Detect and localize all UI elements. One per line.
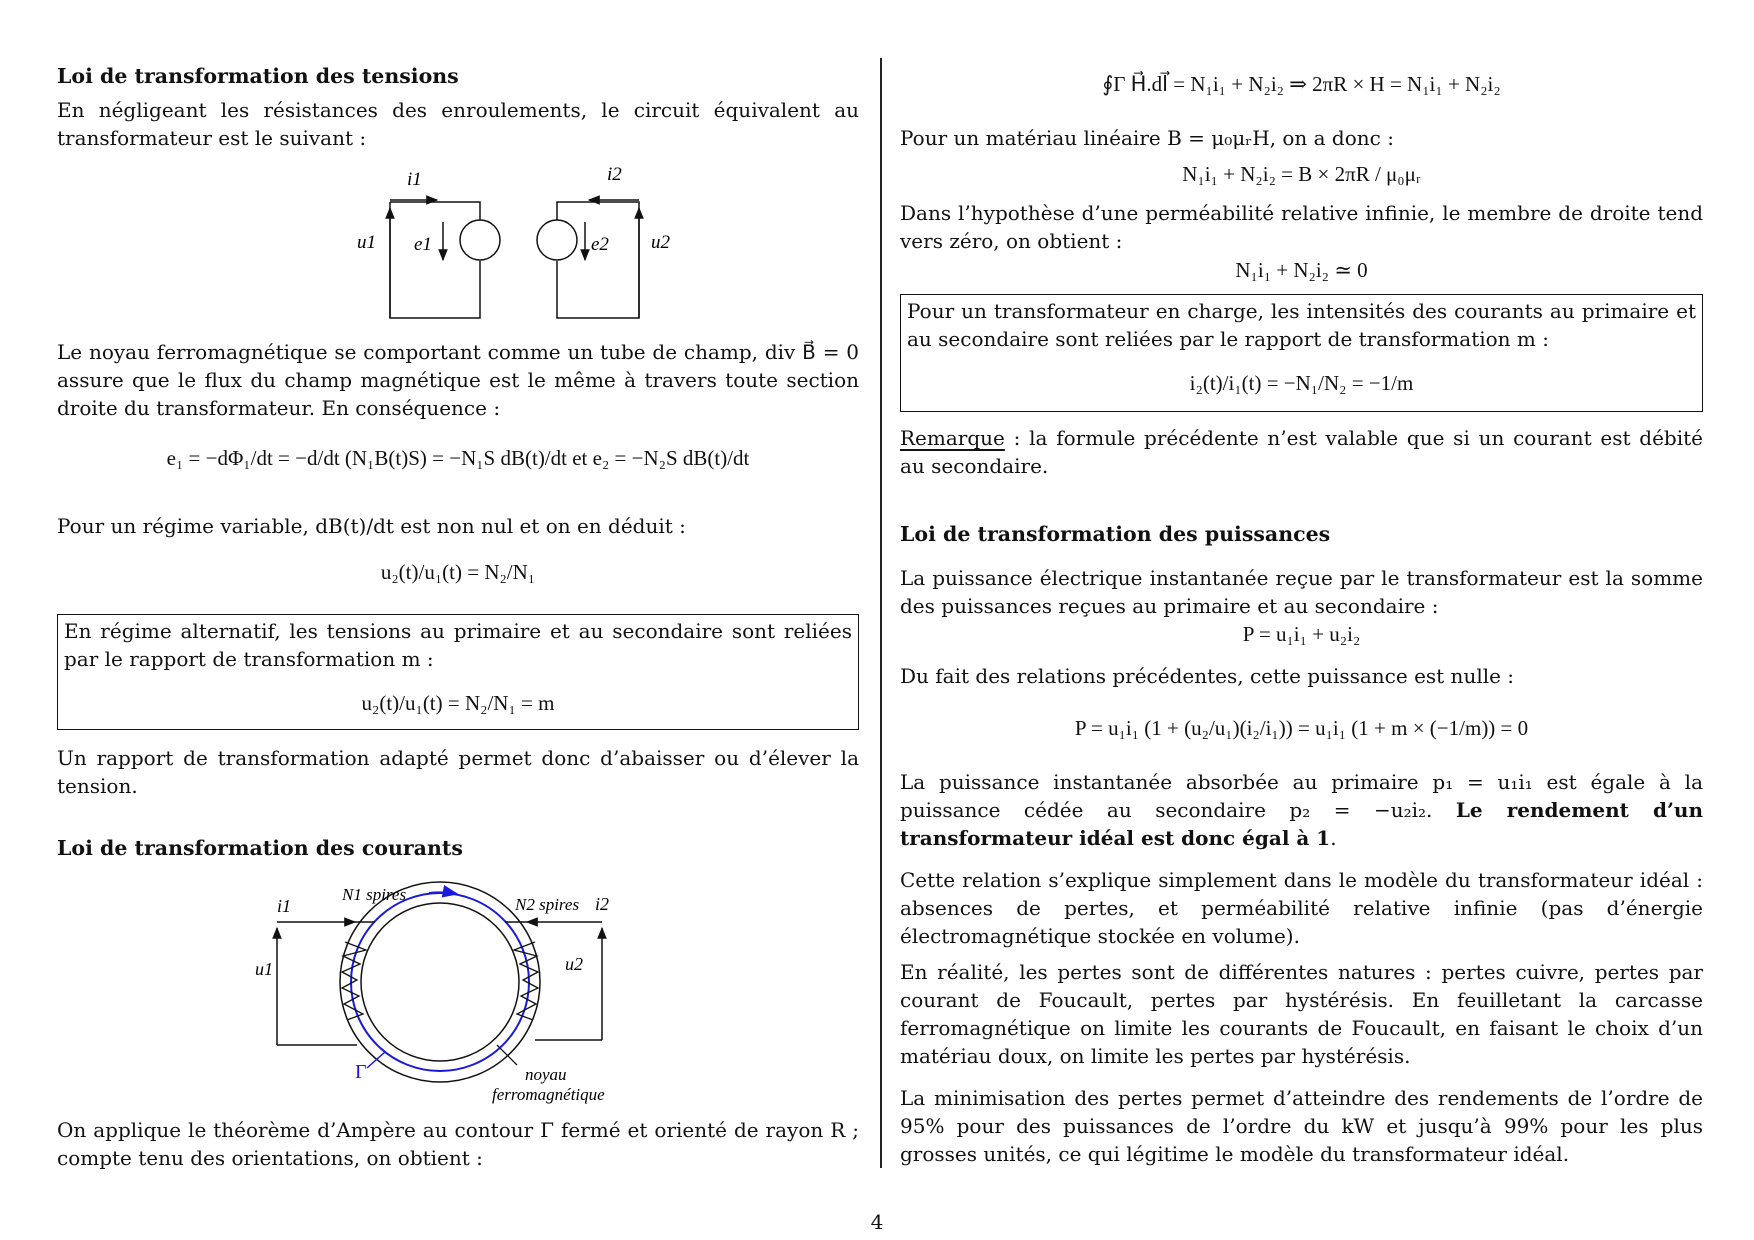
boxed-result-tensions <box>57 614 859 730</box>
equation-e1-e2: e₁ = −dΦ₁/dt = −d/dt (N₁B(t)S) = −N₁S dB(t)/dt et e₂ = −N₂S dB(t)/dt <box>166 446 750 470</box>
remark-text: : la formule précédente n’est valable que si un courant est débité au secondaire. <box>900 426 1703 478</box>
paragraph-modele-ideal: Cette relation s’explique simplement dans le modèle du transformateur idéal : absences de pertes, et perméabilité relative infinie (pas d’énergie électromagnétique stockée en volume). <box>900 868 1703 948</box>
paragraph-permeabilite: Dans l’hypothèse d’une perméabilité relative infinie, le membre de droite tend vers zéro, on obtient : <box>900 201 1703 253</box>
boxed-result-courants <box>900 294 1703 412</box>
paragraph-ampere: On applique le théorème d’Ampère au contour Γ fermé et orienté de rayon R ; compte tenu des orientations, on obtient : <box>57 1118 859 1170</box>
label-e1: e1 <box>414 234 432 255</box>
paragraph-rapport: Un rapport de transformation adapté permet donc d’abaisser ou d’élever la tension. <box>57 746 859 798</box>
paragraph-minimisation: La minimisation des pertes permet d’atteindre des rendements de l’ordre de 95% pour des puissances de l’ordre du kW et jusqu’à 99% pour les plus grosses unités, ce qui légitime le modèle du transformateur idéal. <box>900 1086 1703 1166</box>
paragraph-puissance: La puissance électrique instantanée reçue par le transformateur est la somme des puissances reçues au primaire et au secondaire : <box>900 566 1703 618</box>
paragraph-remarque <box>900 424 1703 480</box>
equation-power-zero: P = u₁i₁ (1 + (u₂/u₁)(i₂/i₁)) = u₁i₁ (1 + m × (−1/m)) = 0 <box>1074 716 1529 740</box>
paragraph-regime-variable: Pour un régime variable, dB(t)/dt est non nul et on en déduit : <box>57 514 686 538</box>
paragraph-intro: En négligeant les résistances des enroulements, le circuit équivalent au transformateur est le suivant : <box>57 98 859 150</box>
equation-ratio-u: u₂(t)/u₁(t) = N₂/N₁ <box>380 560 536 584</box>
label-n1-spires: N1 spires <box>342 885 407 904</box>
label-ferromagnetique: ferromagnétique <box>492 1085 605 1104</box>
equation-power: P = u₁i₁ + u₂i₂ <box>1242 622 1361 646</box>
label-noyau: noyau <box>525 1065 567 1084</box>
e1-source <box>460 220 500 260</box>
label-n2-spires: N2 spires <box>515 895 580 914</box>
rendement-bold: Le rendement d’un transformateur idéal est donc égal à 1 <box>900 798 1703 850</box>
section-heading-puissances: Loi de transformation des puissances <box>900 522 1331 546</box>
equivalent-circuit-diagram <box>277 150 677 325</box>
label-e2: e2 <box>591 234 609 255</box>
label-gamma: Γ <box>355 1061 367 1083</box>
torus-outer <box>340 882 540 1082</box>
column-divider <box>880 58 882 1168</box>
paragraph-puissance-nulle: Du fait des relations précédentes, cette puissance est nulle : <box>900 664 1515 688</box>
box-courants-equation: i₂(t)/i₁(t) = −N₁/N₂ = −1/m <box>1189 371 1414 395</box>
label-u2: u2 <box>651 232 670 253</box>
box-tensions-text: En régime alternatif, les tensions au primaire et au secondaire sont reliées par le rapport de transformation m : <box>64 619 852 671</box>
box-tensions-equation: u₂(t)/u₁(t) = N₂/N₁ = m <box>361 691 555 715</box>
paragraph-pertes: En réalité, les pertes sont de différentes natures : pertes cuivre, pertes par courant de Foucault, pertes par hystérésis. En feuilletant la carcasse ferromagnétique on limite les courants de Foucault, en faisant le choix d’un matériau doux, on limite les pertes par hystérésis. <box>900 960 1703 1068</box>
box-courants-text: Pour un transformateur en charge, les intensités des courants au primaire et au secondaire sont reliées par le rapport de transformation m : <box>907 299 1696 351</box>
paragraph-rendement <box>900 768 1703 852</box>
rendement-period: . <box>1330 826 1337 850</box>
label-torus-u1: u1 <box>255 959 273 979</box>
section-heading-courants: Loi de transformation des courants <box>57 836 463 860</box>
equation-flux: N₁i₁ + N₂i₂ = B × 2πR / μ₀μᵣ <box>1182 162 1421 186</box>
torus-inner <box>361 903 519 1061</box>
label-torus-i1: i1 <box>277 896 292 916</box>
e2-source <box>537 220 577 260</box>
label-u1: u1 <box>357 232 376 253</box>
label-i2: i2 <box>607 164 622 185</box>
label-torus-u2: u2 <box>565 954 583 974</box>
equation-approx-zero: N₁i₁ + N₂i₂ ≃ 0 <box>1235 258 1368 282</box>
label-torus-i2: i2 <box>595 894 610 914</box>
page-number: 4 <box>870 1210 884 1234</box>
remark-label: Remarque <box>900 426 1005 450</box>
rendement-text: La puissance instantanée absorbée au primaire p₁ = u₁i₁ est égale à la puissance cédée au secondaire p₂ = −u₂i₂. <box>900 770 1703 822</box>
paragraph-materiau-lineaire: Pour un matériau linéaire B = μ₀μᵣH, on a donc : <box>900 126 1394 150</box>
torus-diagram <box>247 870 677 1110</box>
equation-ampere: ∮Γ H⃗.dl⃗ = N₁i₁ + N₂i₂ ⇒ 2πR × H = N₁i₁ + N₂i₂ <box>1102 72 1501 96</box>
label-i1: i1 <box>407 169 422 190</box>
section-heading-tensions: Loi de transformation des tensions <box>57 64 459 88</box>
contour-gamma <box>351 893 529 1071</box>
paragraph-noyau: Le noyau ferromagnétique se comportant comme un tube de champ, div B⃗ = 0 assure que le flux du champ magnétique est le même à travers toute section droite du transformateur. En conséquence : <box>57 340 859 420</box>
